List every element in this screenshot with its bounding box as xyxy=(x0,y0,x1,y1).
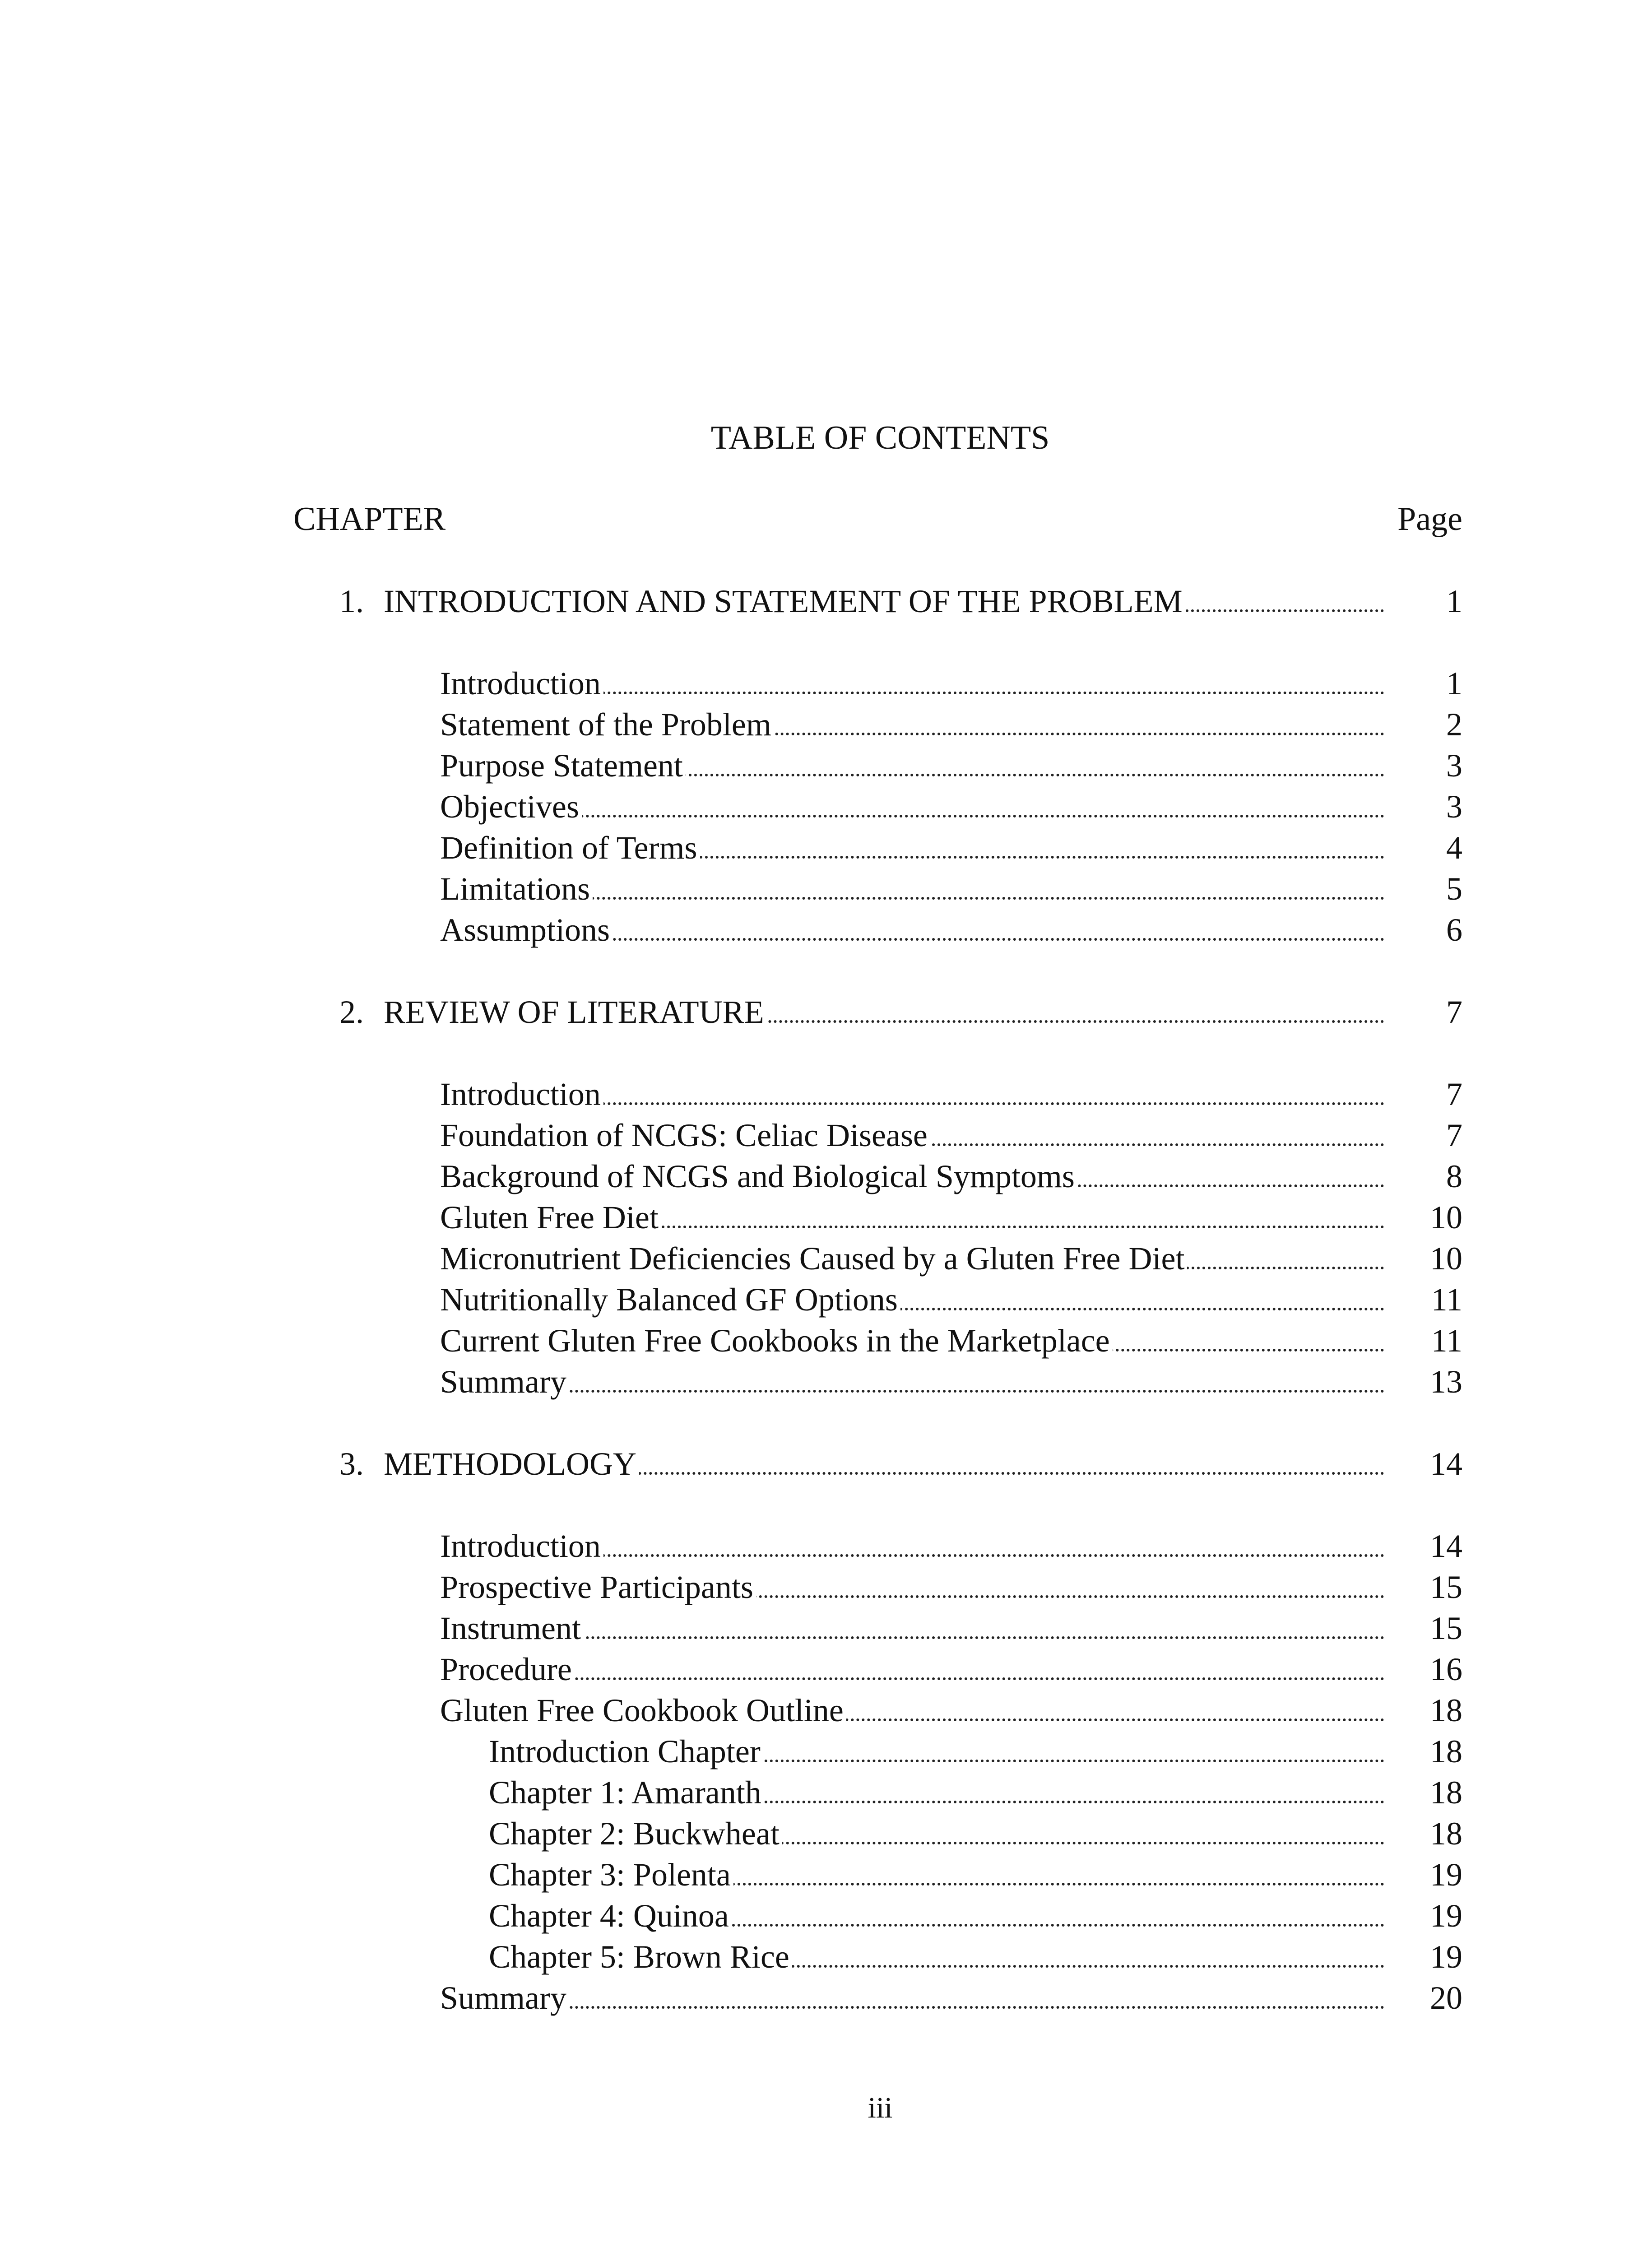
toc-subsection-row xyxy=(0,1895,1652,1937)
toc-page-number: 8 xyxy=(1446,1158,1462,1194)
toc-entry xyxy=(440,1279,1384,1320)
toc-entry xyxy=(440,1978,1384,2019)
toc-entry xyxy=(440,1238,1384,1279)
toc-entry xyxy=(440,745,1384,786)
toc-page-number: 14 xyxy=(1430,1446,1462,1482)
toc-chapter-row xyxy=(0,992,1652,1033)
toc-page-number: 19 xyxy=(1430,1939,1462,1975)
toc-page-number: 5 xyxy=(1446,871,1462,907)
toc-entry-label: Introduction Chapter xyxy=(489,1733,763,1769)
toc-section-row xyxy=(0,745,1652,786)
toc-section-row xyxy=(0,827,1652,868)
toc-page-number: 4 xyxy=(1446,830,1462,866)
toc-section-row xyxy=(0,1197,1652,1238)
toc-page-number: 16 xyxy=(1430,1651,1462,1687)
toc-chapter-row xyxy=(0,581,1652,622)
toc-section-row xyxy=(0,704,1652,745)
toc-entry-label: Prospective Participants xyxy=(440,1569,756,1605)
toc-page-number: 11 xyxy=(1431,1323,1462,1359)
toc-page-number: 10 xyxy=(1430,1199,1462,1235)
toc-section-row xyxy=(0,1608,1652,1649)
toc-page-number: 11 xyxy=(1431,1282,1462,1318)
toc-entry-label: Micronutrient Deficiencies Caused by a Gluten Free Diet xyxy=(440,1240,1187,1277)
toc-entry xyxy=(440,1320,1384,1361)
toc-page-number: 18 xyxy=(1430,1774,1462,1811)
toc-page-number: 1 xyxy=(1446,583,1462,619)
toc-section-row xyxy=(0,1115,1652,1156)
dot-leader xyxy=(440,1677,1384,1680)
toc-entry-label: Assumptions xyxy=(440,912,613,948)
toc-entry xyxy=(440,1690,1384,1731)
toc-header-row xyxy=(293,499,1462,539)
toc-page-number: 10 xyxy=(1430,1240,1462,1277)
toc-section-row xyxy=(0,1978,1652,2019)
toc-entry xyxy=(489,1854,1384,1895)
toc-page-number: 15 xyxy=(1430,1569,1462,1605)
toc-entry xyxy=(440,1567,1384,1608)
toc-chapter-number: 3. xyxy=(339,1444,364,1485)
toc-entry xyxy=(440,868,1384,910)
toc-entry xyxy=(384,581,1384,622)
toc-entry-label: Purpose Statement xyxy=(440,748,686,784)
chapter-column-heading: CHAPTER xyxy=(293,501,446,538)
toc-page-number: 14 xyxy=(1430,1528,1462,1564)
toc-entry xyxy=(440,786,1384,827)
toc-entry xyxy=(489,1895,1384,1937)
toc-entry xyxy=(440,663,1384,704)
toc-entry xyxy=(440,1197,1384,1238)
page-column-heading: Page xyxy=(1397,501,1462,538)
toc-section-row xyxy=(0,1279,1652,1320)
toc-page-number: 7 xyxy=(1446,994,1462,1030)
toc-subsection-row xyxy=(0,1937,1652,1978)
toc-entry xyxy=(489,1772,1384,1813)
toc-entry xyxy=(440,1649,1384,1690)
toc-section-row xyxy=(0,1074,1652,1115)
toc-section-row xyxy=(0,868,1652,910)
toc-section-row xyxy=(0,1526,1652,1567)
toc-entry-label: Objectives xyxy=(440,789,582,825)
toc-entry-label: Statement of the Problem xyxy=(440,706,774,743)
toc-section-row xyxy=(0,1156,1652,1197)
toc-chapter-number: 1. xyxy=(339,581,364,622)
toc-entry-label: METHODOLOGY xyxy=(384,1446,639,1482)
toc-entry-label: Introduction xyxy=(440,1076,603,1112)
toc-entry xyxy=(384,1444,1384,1485)
page-title: TABLE OF CONTENTS xyxy=(710,419,1050,456)
toc-entry-label: Chapter 3: Polenta xyxy=(489,1857,733,1893)
toc-entry-label: Definition of Terms xyxy=(440,830,700,866)
toc-entry-label: Chapter 1: Amaranth xyxy=(489,1774,764,1811)
toc-entry-label: Procedure xyxy=(440,1651,575,1687)
toc-page-number: 7 xyxy=(1446,1076,1462,1112)
toc-entry-label: Chapter 4: Quinoa xyxy=(489,1898,732,1934)
toc-subsection-row xyxy=(0,1854,1652,1895)
toc-entry-label: REVIEW OF LITERATURE xyxy=(384,994,767,1030)
toc-section-row xyxy=(0,1320,1652,1361)
toc-chapter-number: 2. xyxy=(339,992,364,1033)
toc-entry xyxy=(489,1937,1384,1978)
toc-page-number: 18 xyxy=(1430,1816,1462,1852)
toc-entry xyxy=(489,1731,1384,1772)
toc-entry-label: Background of NCGS and Biological Symptoms xyxy=(440,1158,1077,1194)
dot-leader xyxy=(440,2006,1384,2009)
toc-subsection-row xyxy=(0,1772,1652,1813)
toc-entry-label: Foundation of NCGS: Celiac Disease xyxy=(440,1117,930,1153)
toc-page-number: 19 xyxy=(1430,1898,1462,1934)
toc-entry-label: Gluten Free Cookbook Outline xyxy=(440,1692,846,1728)
toc-entry xyxy=(440,1526,1384,1567)
toc-subsection-row xyxy=(0,1813,1652,1854)
toc-section-row xyxy=(0,663,1652,704)
toc-entry xyxy=(440,704,1384,745)
toc-page-number: 18 xyxy=(1430,1733,1462,1769)
toc-entry xyxy=(440,827,1384,868)
toc-subsection-row xyxy=(0,1731,1652,1772)
toc-section-row xyxy=(0,910,1652,951)
toc-entry-label: Chapter 5: Brown Rice xyxy=(489,1939,792,1975)
toc-entry xyxy=(489,1813,1384,1854)
toc-page-number: 3 xyxy=(1446,789,1462,825)
toc-chapter-row xyxy=(0,1444,1652,1485)
toc-section-row xyxy=(0,1690,1652,1731)
toc-page-number: 1 xyxy=(1446,665,1462,701)
toc-section-row xyxy=(0,1649,1652,1690)
dot-leader xyxy=(440,1390,1384,1393)
footer-page-number: iii xyxy=(868,2091,893,2124)
toc-page-number: 6 xyxy=(1446,912,1462,948)
toc-entry xyxy=(440,1361,1384,1402)
toc-page-number: 19 xyxy=(1430,1857,1462,1893)
toc-entry-label: Summary xyxy=(440,1980,569,2016)
toc-entry-label: Chapter 2: Buckwheat xyxy=(489,1816,782,1852)
toc-entry-label: Nutritionally Balanced GF Options xyxy=(440,1282,900,1318)
toc-entry-label: Introduction xyxy=(440,1528,603,1564)
toc-entry-label: INTRODUCTION AND STATEMENT OF THE PROBLEM xyxy=(384,583,1185,619)
toc-entry xyxy=(440,1115,1384,1156)
toc-page-number: 3 xyxy=(1446,748,1462,784)
toc-section-row xyxy=(0,786,1652,827)
toc-entry-label: Summary xyxy=(440,1364,569,1400)
toc-entry xyxy=(440,1608,1384,1649)
toc-page-number: 7 xyxy=(1446,1117,1462,1153)
toc-page-number: 15 xyxy=(1430,1610,1462,1646)
toc-entry-label: Instrument xyxy=(440,1610,584,1646)
toc-page-number: 13 xyxy=(1430,1364,1462,1400)
toc-entry-label: Introduction xyxy=(440,665,603,701)
toc-section-row xyxy=(0,1567,1652,1608)
toc-section-row xyxy=(0,1361,1652,1402)
toc-entry-label: Limitations xyxy=(440,871,593,907)
toc-entry xyxy=(440,1156,1384,1197)
toc-entry-label: Gluten Free Diet xyxy=(440,1199,661,1235)
toc-page-number: 18 xyxy=(1430,1692,1462,1728)
toc-page-number: 20 xyxy=(1430,1980,1462,2016)
toc-entry-label: Current Gluten Free Cookbooks in the Marketplace xyxy=(440,1323,1113,1359)
toc-entry xyxy=(440,1074,1384,1115)
toc-entry xyxy=(440,910,1384,951)
toc-section-row xyxy=(0,1238,1652,1279)
toc-page-number: 2 xyxy=(1446,706,1462,743)
toc-entry xyxy=(384,992,1384,1033)
